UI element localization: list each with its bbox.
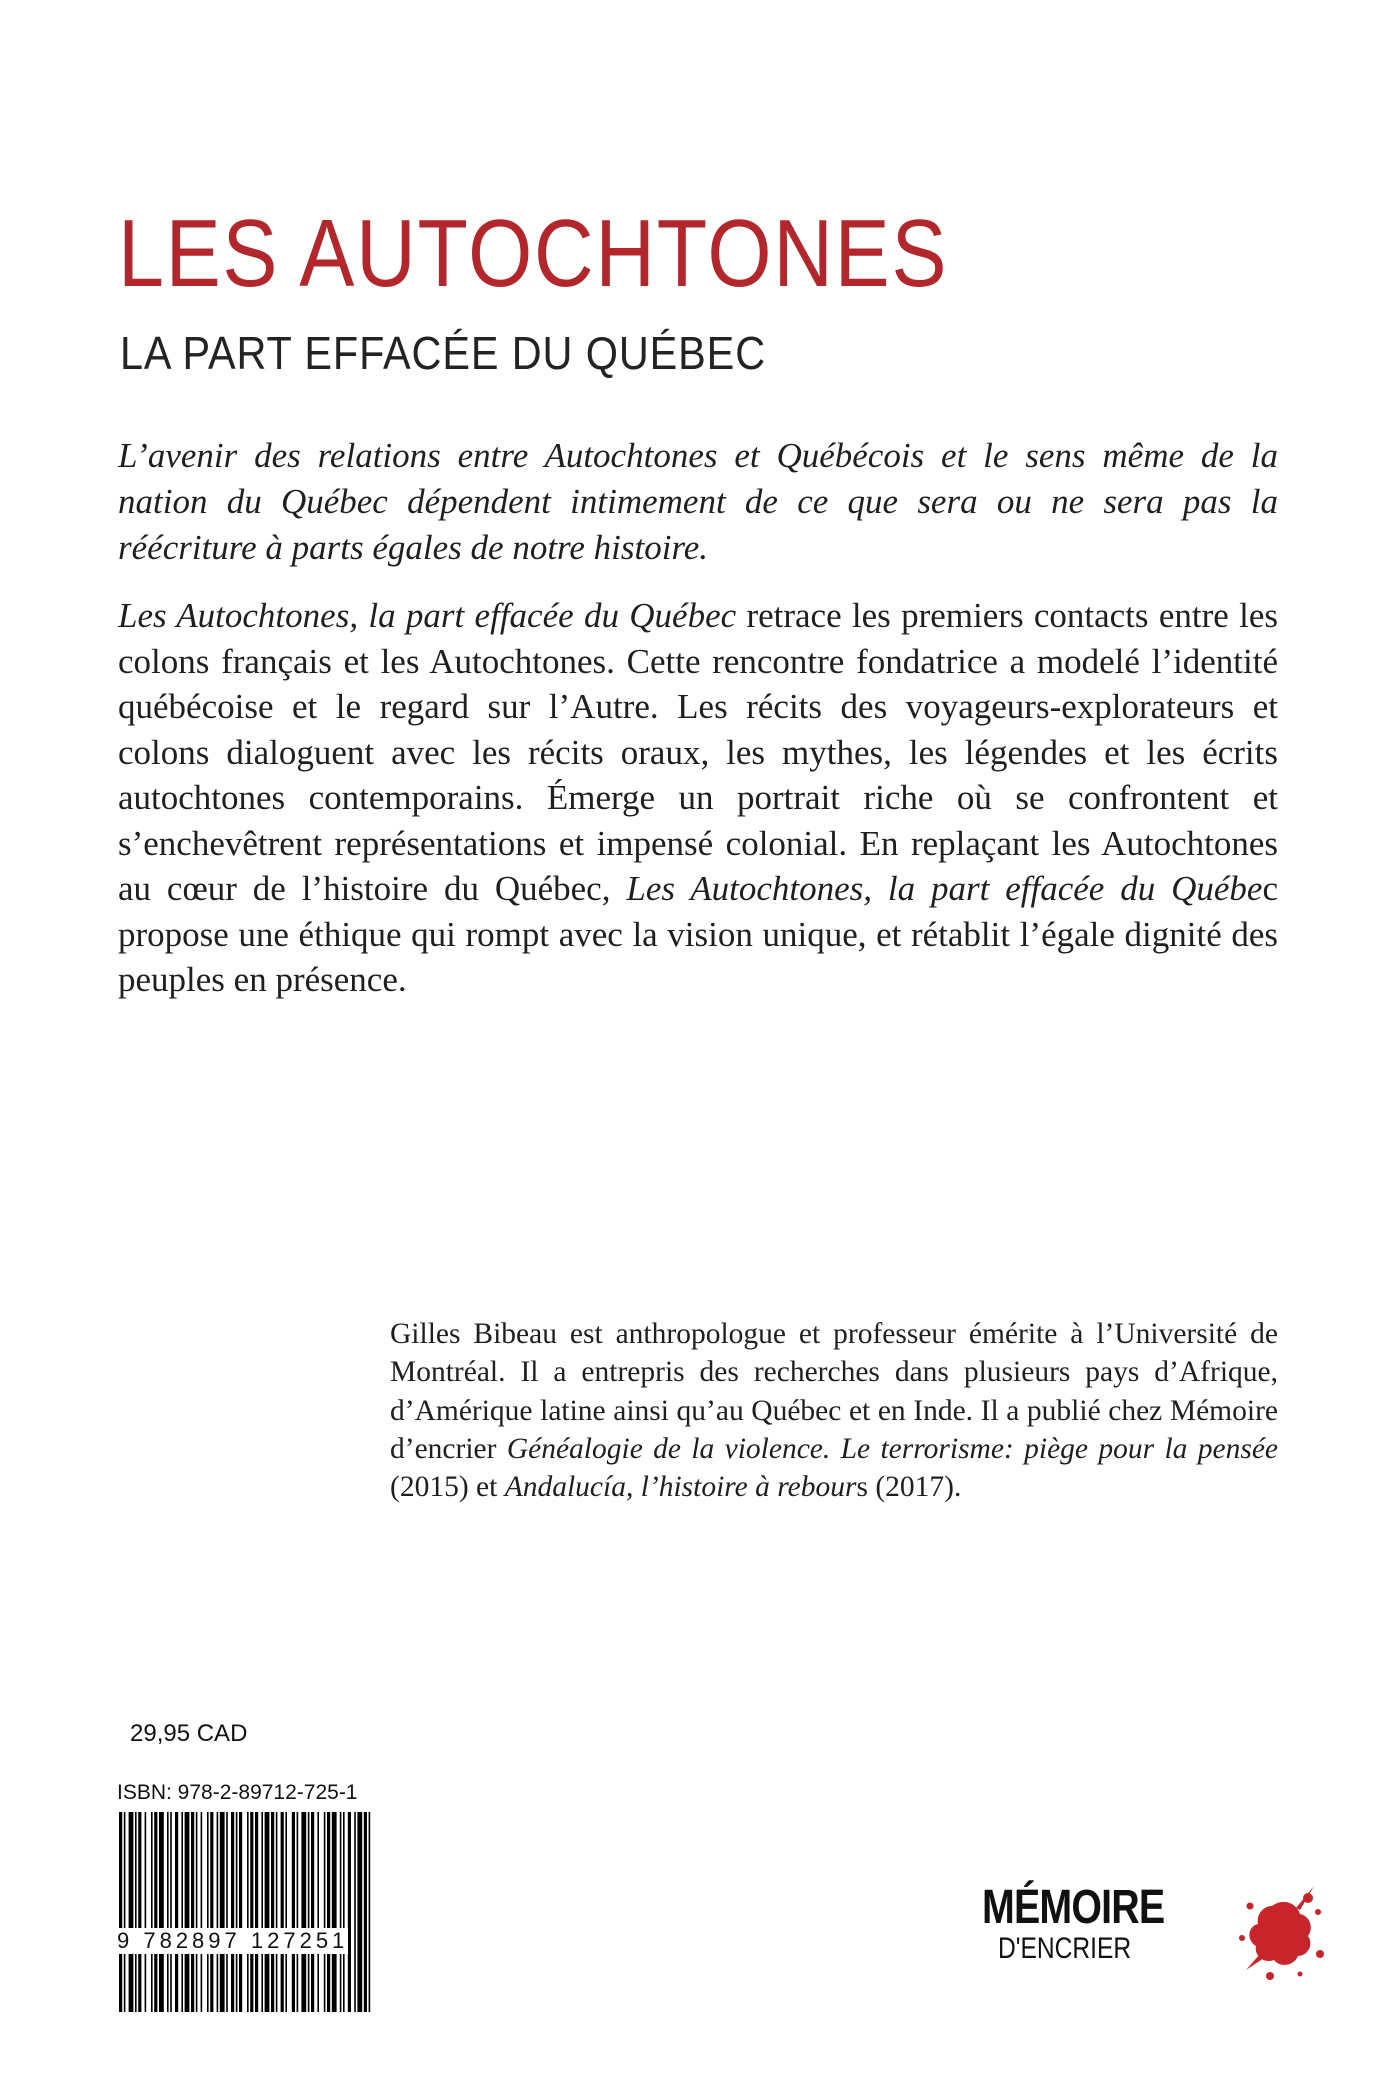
barcode-bar <box>247 1812 249 2012</box>
barcode-bar <box>255 1812 258 2012</box>
barcode-bar <box>311 1812 314 2012</box>
barcode-bar <box>181 1812 183 2012</box>
barcode-bar <box>124 1812 126 2012</box>
barcode-bar <box>271 1812 274 2012</box>
book-title-reference: Les Autochtones, la part effacée du Québec <box>118 596 737 635</box>
barcode-bar <box>196 1812 198 2012</box>
barcode-bar <box>231 1812 234 2012</box>
barcode-bar <box>220 1812 225 2012</box>
barcode-bar <box>317 1812 319 2012</box>
isbn: ISBN: 978-2-89712-725-1 <box>117 1781 358 1804</box>
book-subtitle: LA PART EFFACÉE DU QUÉBEC <box>120 327 766 379</box>
price: 29,95 CAD <box>130 1720 248 1747</box>
bio-text: Gilles Bibeau est anthropologue et professeur émérite à l’Université de Montréal. Il a entrepris des recherches dans plusieurs pays d’Afrique, d’Amérique latine ainsi qu’au Québec et en Inde. Il a publié chez Mémoire d’encrier <box>390 1318 1278 1465</box>
summary-paragraph <box>118 593 1278 1003</box>
barcode-bar <box>170 1812 172 2012</box>
barcode-bar <box>201 1812 203 2012</box>
book-title-reference: Les Autochtones, la part effacée du Québe <box>626 869 1263 908</box>
summary-text: c propose une éthique qui rompt avec la vision unique, et rétablit l’égale dignité des peuples en présence. <box>118 869 1278 999</box>
barcode-bar <box>135 1812 137 2012</box>
barcode <box>117 1812 377 2012</box>
barcode-bar <box>167 1812 169 2012</box>
barcode-bar <box>357 1812 362 2012</box>
barcode-bar <box>369 1812 371 2012</box>
barcode-bar <box>265 1812 270 2012</box>
barcode-bar <box>159 1812 164 2012</box>
barcode-bar <box>119 1812 122 2012</box>
barcode-bar <box>239 1812 242 2012</box>
barcode-bar <box>332 1812 337 2012</box>
bio-text: s (2017). <box>856 1471 962 1504</box>
publisher-logo <box>982 1878 1342 2028</box>
barcode-bar <box>297 1812 299 2012</box>
barcode-bar <box>327 1812 330 2012</box>
barcode-bar <box>207 1812 209 2012</box>
barcode-bar <box>308 1812 310 2012</box>
barcode-bar <box>210 1812 213 2012</box>
intro-paragraph: L’avenir des relations entre Autochtones et Québécois et le sens même de la nation du Québec dépendent intimement de ce que sera ou ne sera pas la réécriture à parts égales de notre histoire. <box>118 436 1278 567</box>
barcode-bar <box>217 1812 219 2012</box>
publisher-name-line-2: D'ENCRIER <box>998 1932 1132 1965</box>
barcode-bar <box>185 1812 190 2012</box>
barcode-bar <box>250 1812 253 2012</box>
barcode-bar <box>138 1812 141 2012</box>
barcode-bar <box>364 1812 367 2012</box>
barcode-bar <box>292 1812 295 2012</box>
book-title: LES AUTOCHTONES <box>118 200 949 307</box>
barcode-bar <box>354 1812 356 2012</box>
barcode-bar <box>285 1812 287 2012</box>
barcode-bar <box>236 1812 238 2012</box>
barcode-bar <box>348 1812 351 2012</box>
work-title: Andalucía, l’histoire à rebour <box>504 1471 857 1504</box>
barcode-bar <box>145 1812 147 2012</box>
summary-text: retrace les premiers contacts entre les colons français et les Autochtones. Cette rencontre fondatrice a modelé l’identité québécoise et le regard sur l’Autre. Les récits des voyageurs-explorateurs et colons dialoguent avec les récits oraux, les mythes, les légendes et les écrits autochtones contemporains. Émerge un portrait riche où se confrontent et s’enchevêtrent représentations et impensé colonial. En replaçant les Autochtones au cœur de l’histoire du Québec, <box>118 596 1278 908</box>
barcode-bar <box>276 1812 278 2012</box>
barcode-bar <box>191 1812 194 2012</box>
work-title: Généalogie de la violence. Le terrorisme: piège pour la pensée <box>506 1432 1279 1465</box>
barcode-bar <box>301 1812 306 2012</box>
barcode-bar <box>151 1812 153 2012</box>
ink-splat-icon <box>1230 1878 1330 1988</box>
barcode-bar <box>281 1812 284 2012</box>
barcode-bar <box>226 1812 228 2012</box>
publisher-name-line-1: MÉMOIRE <box>982 1881 1165 1934</box>
barcode-bar <box>129 1812 134 2012</box>
barcode-bar <box>175 1812 178 2012</box>
barcode-digits: 9 782897 127251 <box>117 1928 349 1953</box>
author-bio <box>390 1315 1278 1506</box>
barcode-bar <box>154 1812 157 2012</box>
barcode-bar <box>324 1812 326 2012</box>
barcode-bar <box>340 1812 342 2012</box>
barcode-bar <box>343 1812 345 2012</box>
bio-text: (2015) et <box>390 1471 505 1504</box>
barcode-bar <box>261 1812 263 2012</box>
